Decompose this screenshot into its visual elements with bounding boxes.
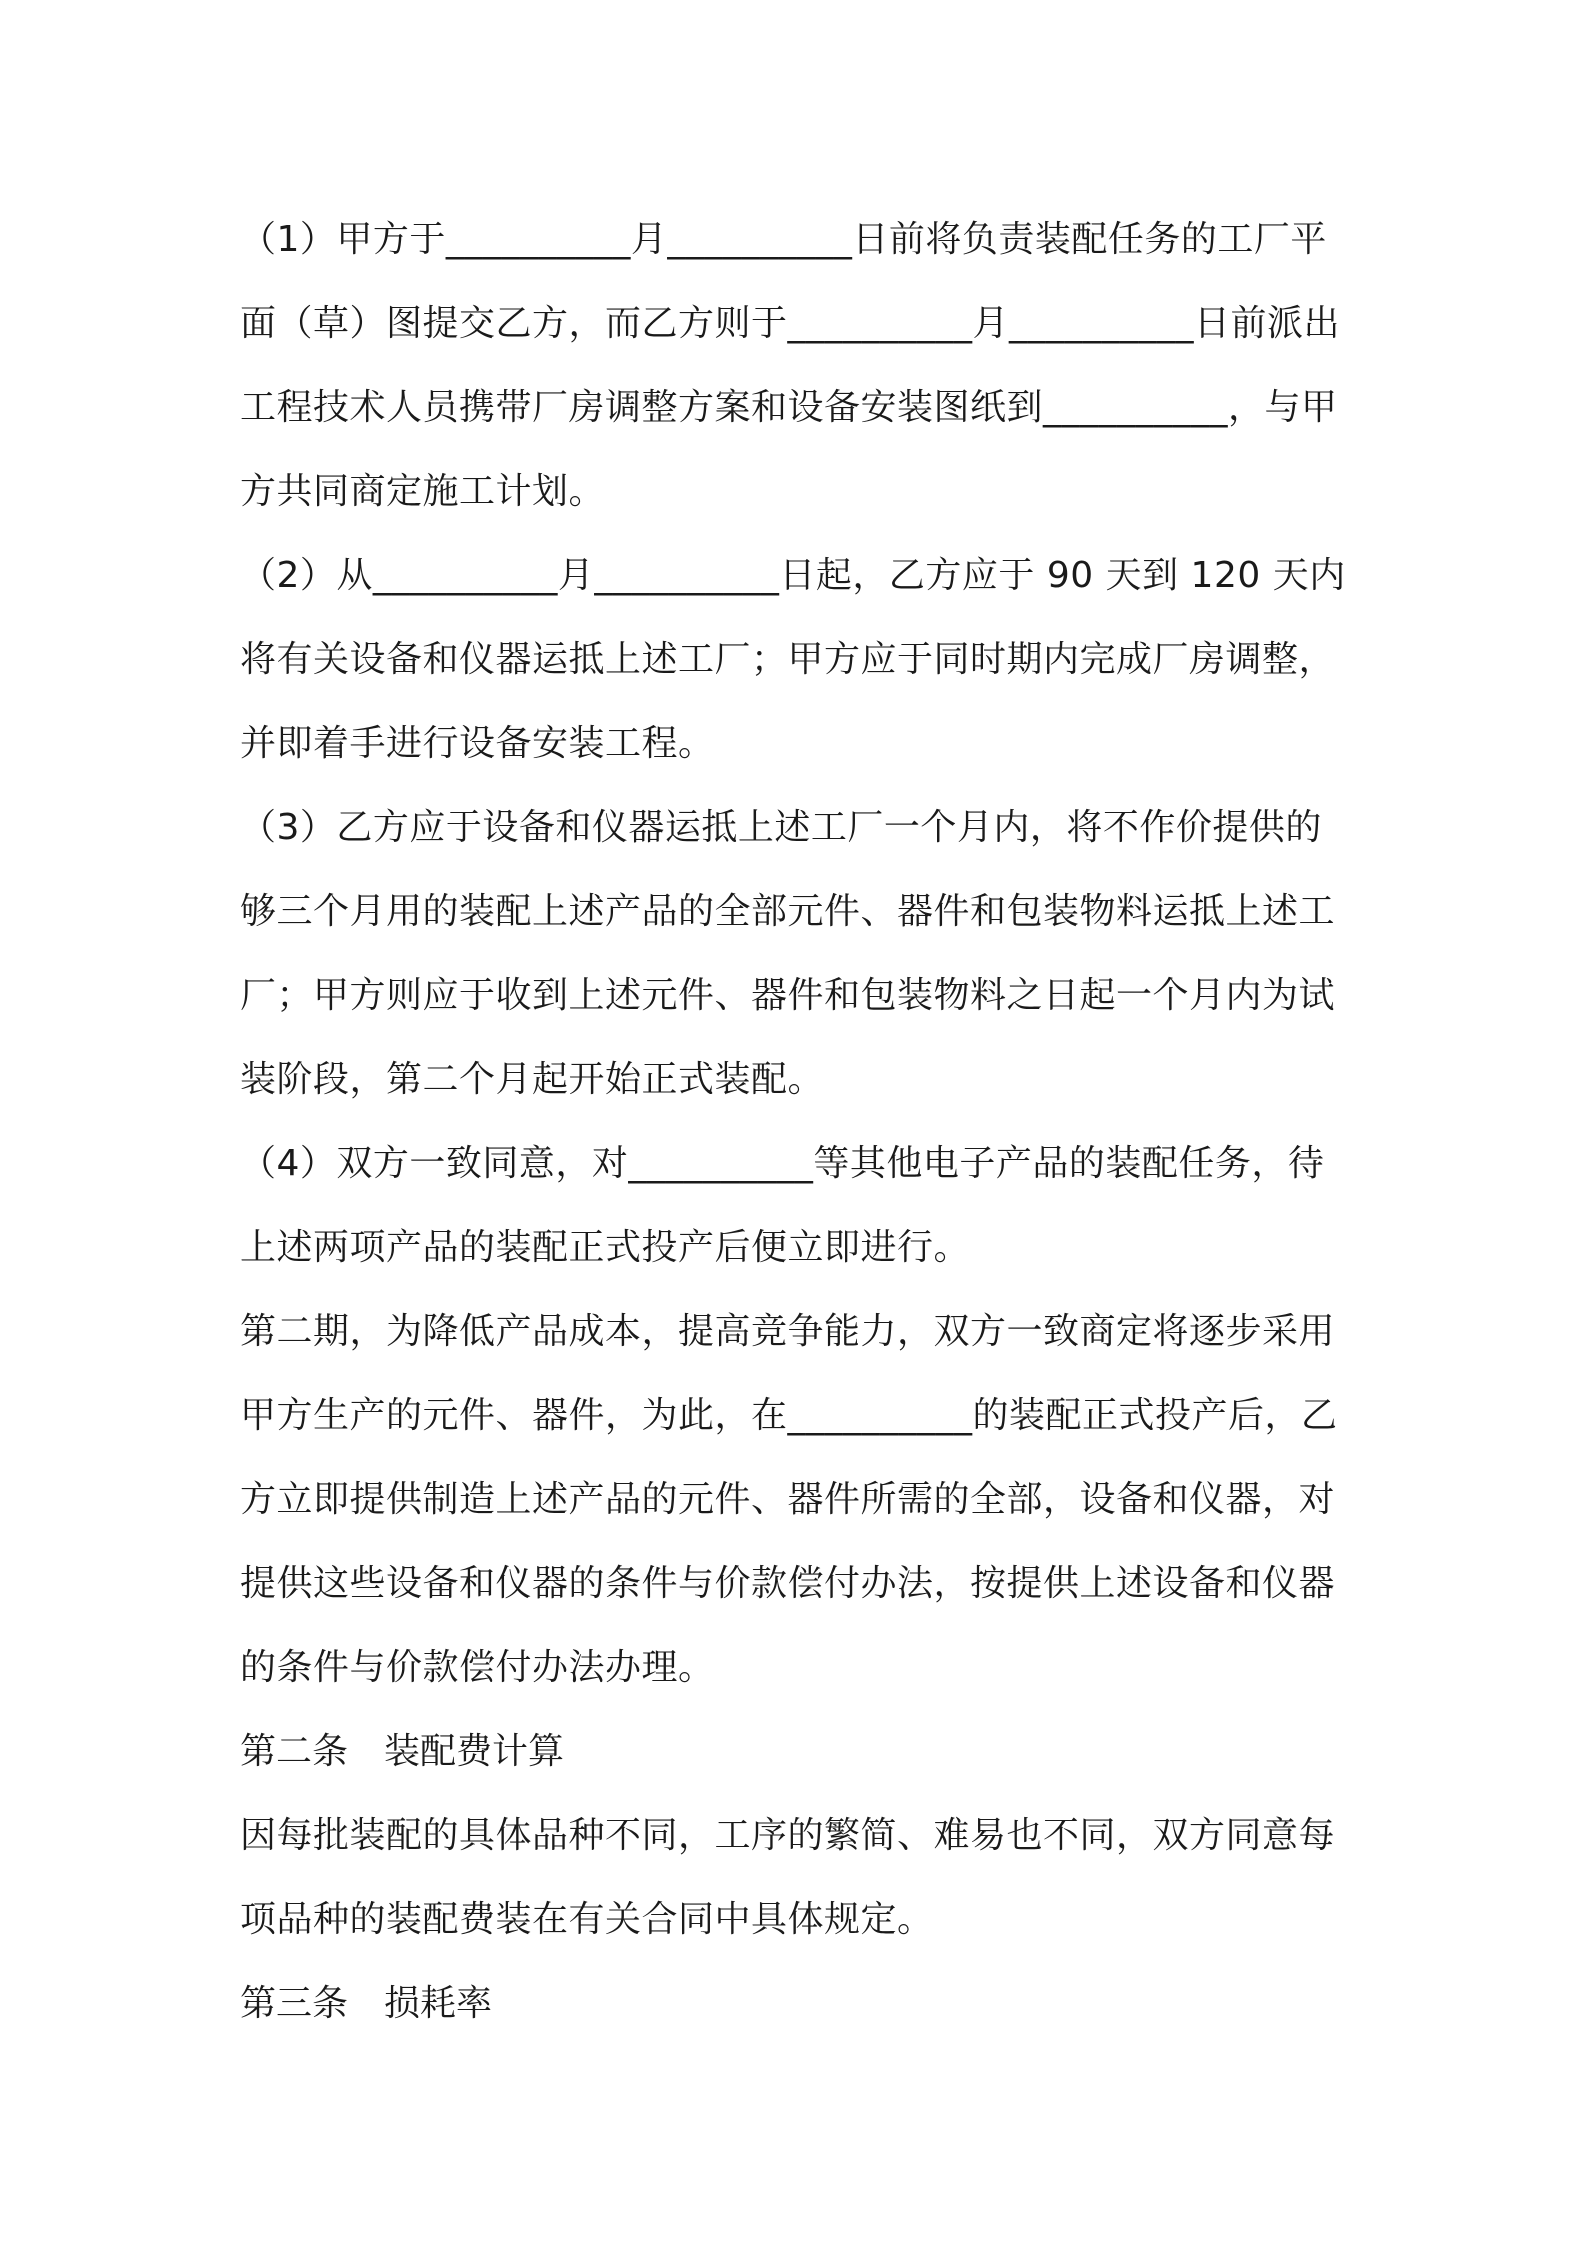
text-line: 的条件与价款偿付办法办理。 [240, 1647, 715, 1688]
text-line: 面（草）图提交乙方，而乙方则于__________月__________日前派出 [240, 303, 1341, 344]
text-line: 装阶段，第二个月起开始正式装配。 [240, 1059, 825, 1100]
article-3-heading: 第三条 损耗率 [240, 1983, 493, 2024]
clause-item-4 [240, 1122, 1352, 1290]
text-line: 甲方生产的元件、器件，为此，在__________的装配正式投产后，乙 [240, 1395, 1338, 1436]
clause-item-3 [240, 786, 1352, 1122]
text-line: 项品种的装配费装在有关合同中具体规定。 [240, 1899, 934, 1940]
clause-item-1 [240, 198, 1352, 534]
text-line: 工程技术人员携带厂房调整方案和设备安装图纸到__________，与甲 [240, 387, 1338, 428]
text-line: 第二期，为降低产品成本，提高竞争能力，双方一致商定将逐步采用 [240, 1311, 1336, 1352]
text-line: 将有关设备和仪器运抵上述工厂；甲方应于同时期内完成厂房调整， [240, 639, 1336, 680]
text-line: 提供这些设备和仪器的条件与价款偿付办法，按提供上述设备和仪器 [240, 1563, 1336, 1604]
text-line: 厂；甲方则应于收到上述元件、器件和包装物料之日起一个月内为试 [240, 975, 1336, 1016]
text-line: （3）乙方应于设备和仪器运抵上述工厂一个月内，将不作价提供的 [240, 807, 1322, 848]
text-line: 并即着手进行设备安装工程。 [240, 723, 715, 764]
text-line: 上述两项产品的装配正式投产后便立即进行。 [240, 1227, 971, 1268]
article-2-heading: 第二条 装配费计算 [240, 1731, 565, 1772]
article-2-body [240, 1794, 1352, 1962]
text-line: （1）甲方于__________月__________日前将负责装配任务的工厂平 [240, 219, 1327, 260]
text-line: 因每批装配的具体品种不同，工序的繁简、难易也不同，双方同意每 [240, 1815, 1336, 1856]
text-line: 够三个月用的装配上述产品的全部元件、器件和包装物料运抵上述工 [240, 891, 1336, 932]
document-page [240, 198, 1352, 2046]
clause-item-2 [240, 534, 1352, 786]
text-line: （4）双方一致同意，对__________等其他电子产品的装配任务，待 [240, 1143, 1325, 1184]
text-line: （2）从__________月__________日起，乙方应于 90 天到 120 天内 [240, 555, 1346, 596]
clause-phase-2 [240, 1290, 1352, 1710]
text-line: 方立即提供制造上述产品的元件、器件所需的全部，设备和仪器，对 [240, 1479, 1336, 1520]
text-line: 方共同商定施工计划。 [240, 471, 606, 512]
